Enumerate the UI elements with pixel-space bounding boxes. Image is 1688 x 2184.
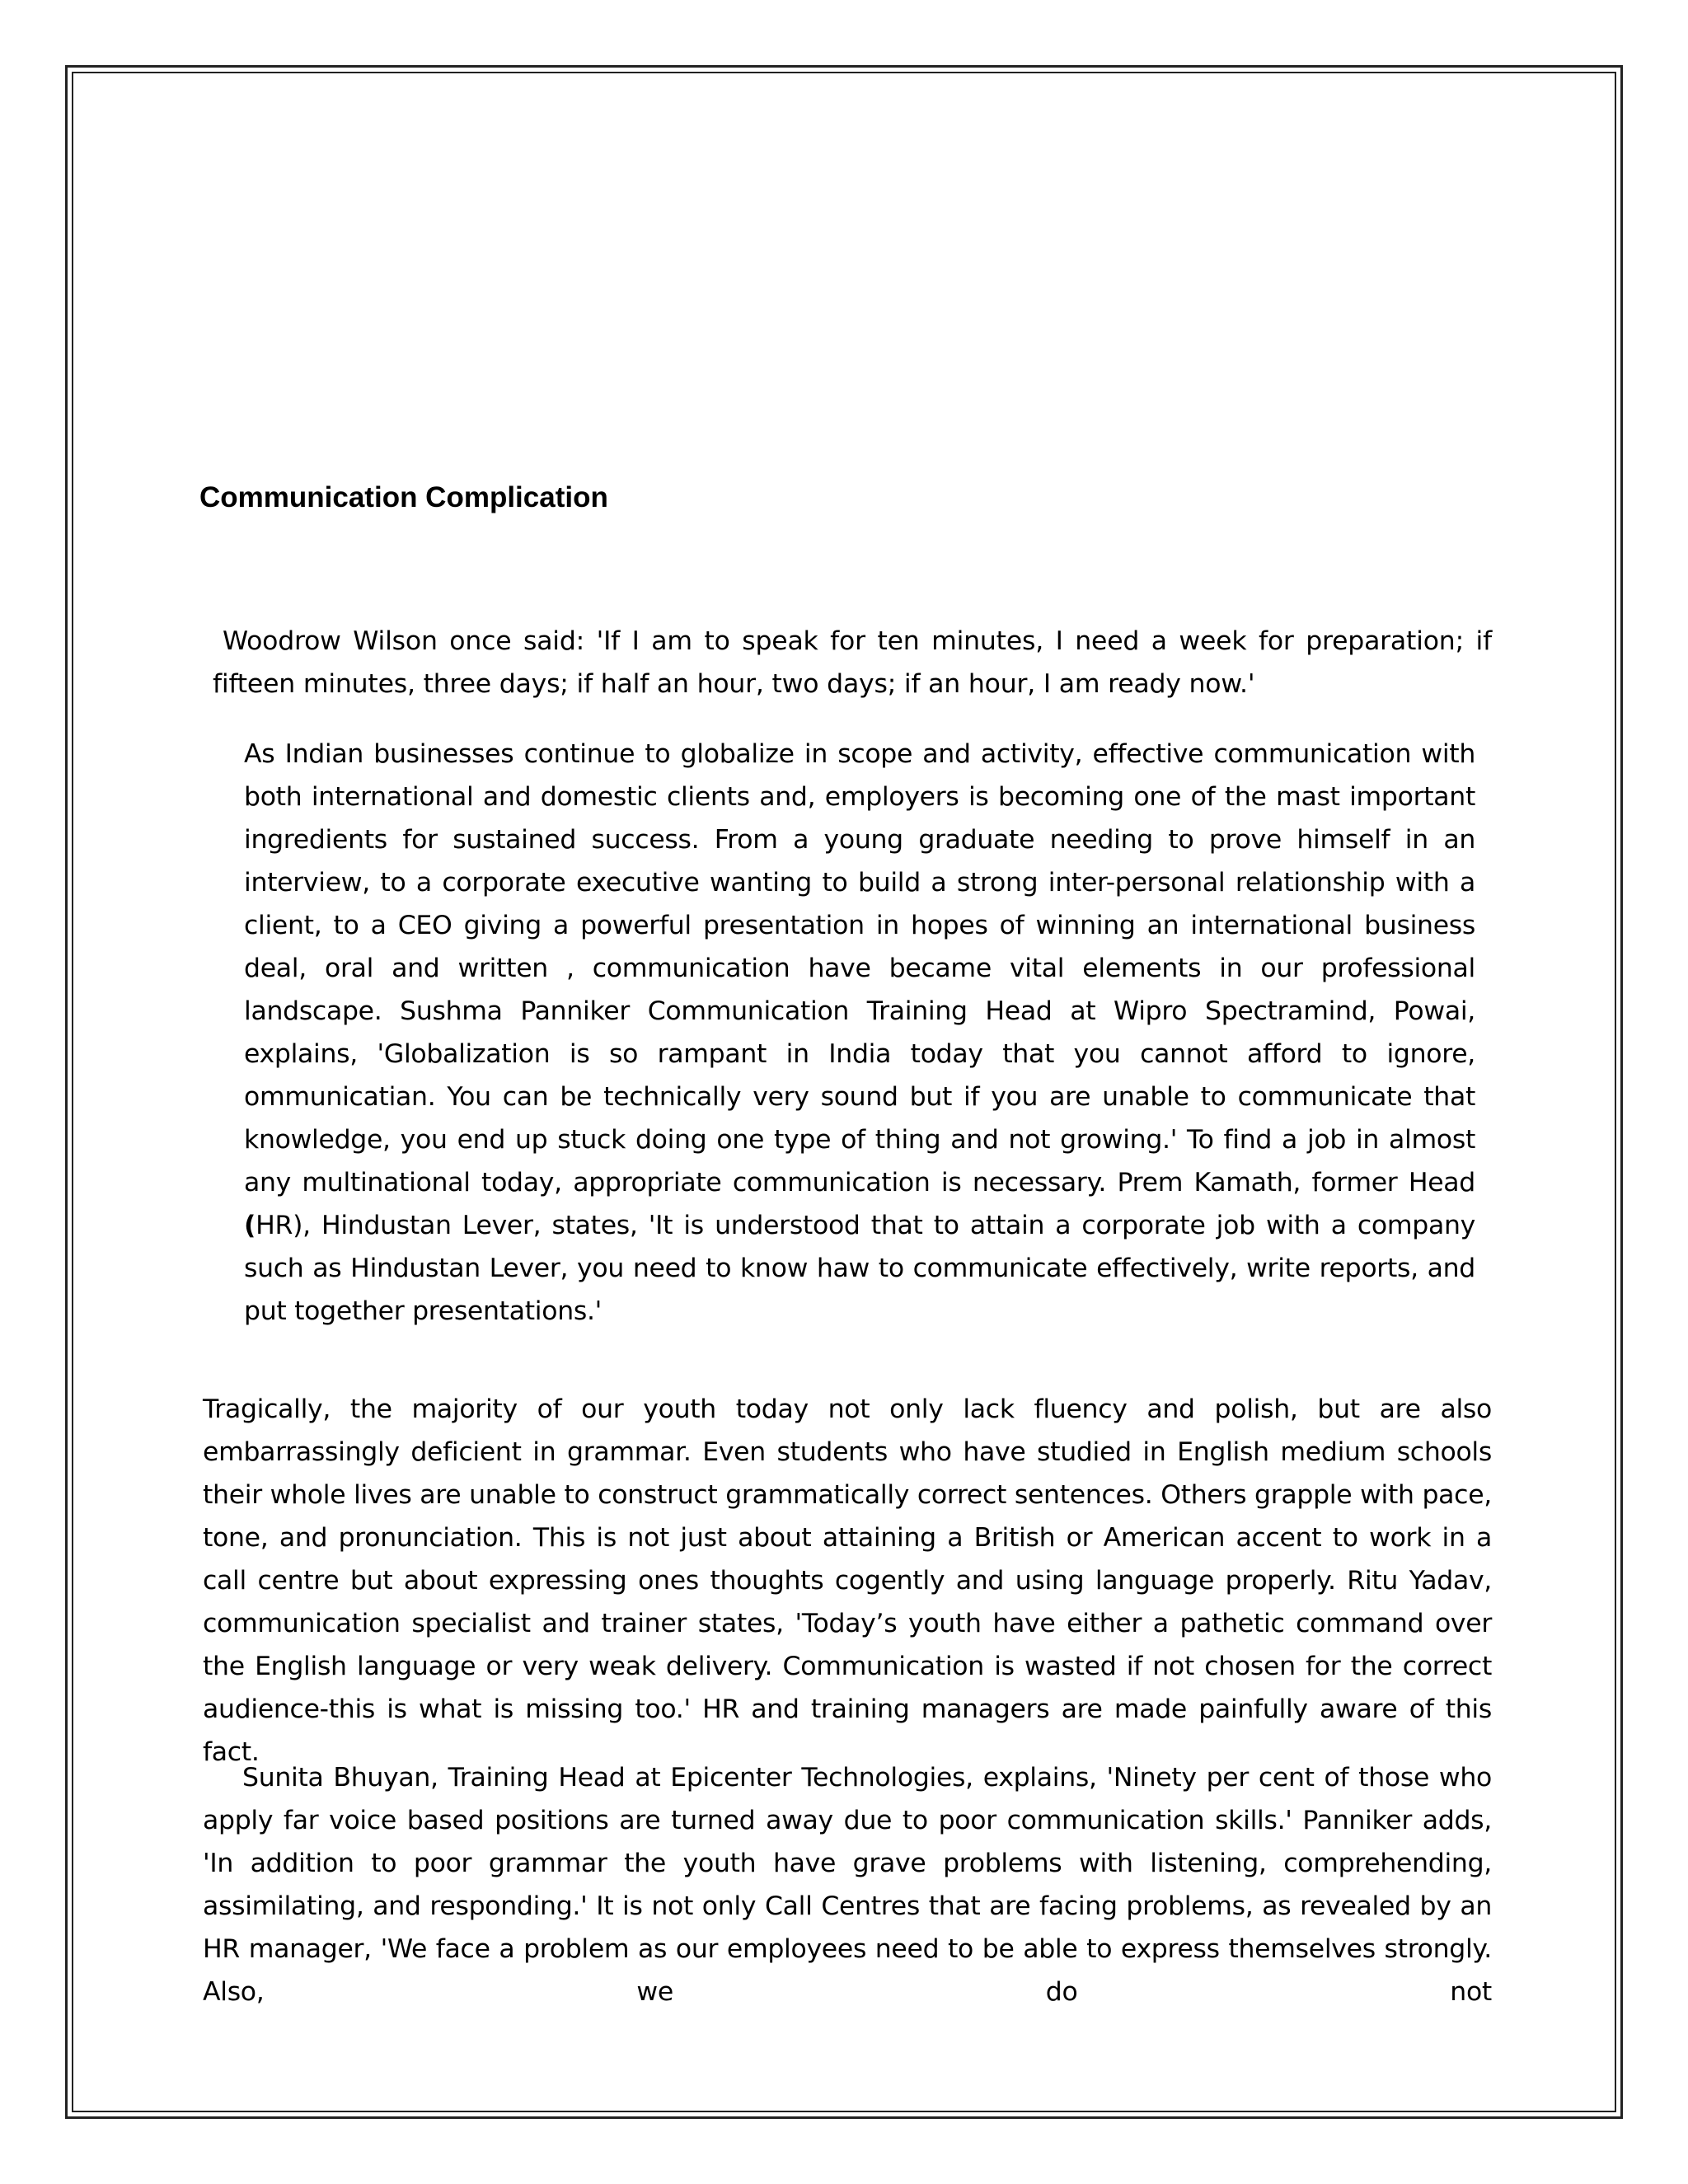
document-title: Communication Complication: [199, 481, 608, 513]
paragraph-wilson-quote: Woodrow Wilson once said: 'If I am to speak for ten minutes, I need a week for preparation; if fifteen minutes, three days; if half an hour, two days; if an hour, I am ready now.': [213, 626, 1492, 699]
paragraph-globalization-text: As Indian businesses continue to globalize in scope and activity, effective communication with both international and domestic clients and, employers is becoming one of the mast important ingredients for sustained success. From a young graduate needing to prove himself in an interview, to a corporate executive wanting to build a strong inter-personal relationship with a client, to a CEO giving a powerful presentation in hopes of winning an international business deal, oral and written , communication have became vital elements in our professional landscape. Sushma Panniker Communication Training Head at Wipro Spectramind, Powai, explains, 'Globalization is so rampant in India today that you cannot afford to ignore, ommunicatian. You can be technically very sound but if you are unable to communicate that knowledge, you end up stuck doing one type of thing and not growing.' To find a job in almost any multinational today, appropriate communication is necessary. Prem Kamath, former Head: [244, 739, 1475, 1197]
paragraph-globalization-text-continued: HR), Hindustan Lever, states, 'It is understood that to attain a corporate job with a company such as Hindustan Lever, you need to know haw to communicate effectively, write reports, and put together presentations.': [244, 1211, 1475, 1326]
paragraph-call-centres: Sunita Bhuyan, Training Head at Epicenter Technologies, explains, 'Ninety per cent of those who apply far voice based positions are turned away due to poor communication skills.' Panniker adds, 'In addition to poor grammar the youth have grave problems with listening, comprehending, assimilating, and responding.' It is not only Call Centres that are facing problems, as revealed by an HR manager, 'We face a problem as our employees need to be able to express themselves strongly. Also, we do not: [203, 1763, 1492, 2007]
paragraph-youth-grammar: Tragically, the majority of our youth today not only lack fluency and polish, but are also embarrassingly deficient in grammar. Even students who have studied in English medium schools their whole lives are unable to construct grammatically correct sentences. Others grapple with pace, tone, and pronunciation. This is not just about attaining a British or American accent to work in a call centre but about expressing ones thoughts cogently and using language properly. Ritu Yadav, communication specialist and trainer states, 'Today’s youth have either a pathetic command over the English language or very weak delivery. Communication is wasted if not chosen for the correct audience-this is what is missing too.' HR and training managers are made painfully aware of this fact.: [203, 1394, 1492, 1767]
paragraph-globalization: [244, 733, 1475, 1333]
bold-parenthesis: (: [244, 1211, 256, 1240]
